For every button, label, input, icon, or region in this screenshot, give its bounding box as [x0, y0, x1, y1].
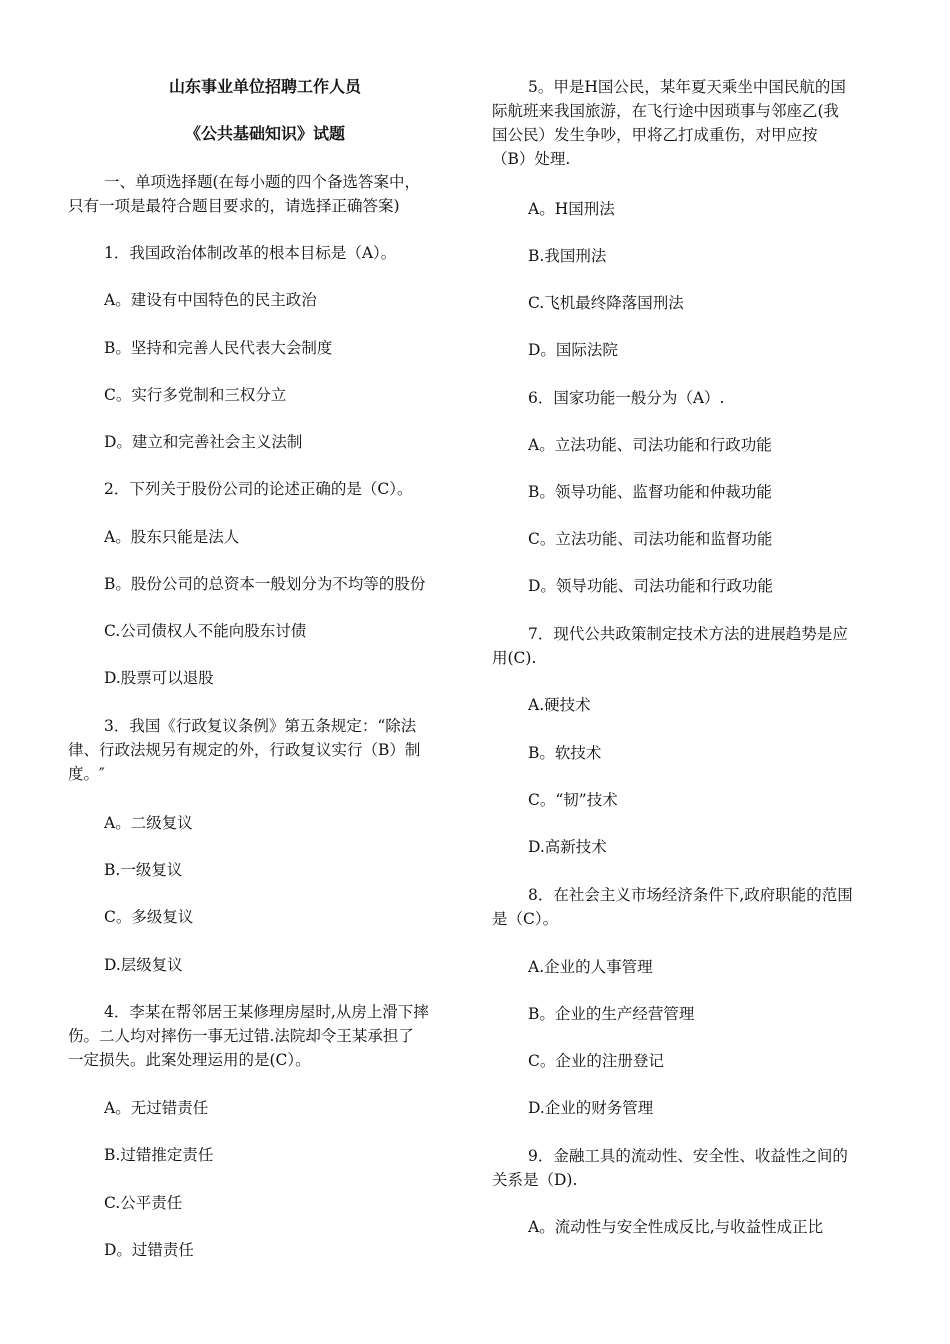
text-line: A。二级复议	[104, 814, 193, 832]
text-line: A。流动性与安全性成反比,与收益性成正比	[528, 1218, 824, 1236]
text-line: D.企业的财务管理	[528, 1099, 654, 1117]
text-line: B。坚持和完善人民代表大会制度	[104, 339, 333, 357]
text-line: D。过错责任	[104, 1241, 194, 1259]
text-line: 6．国家功能一般分为（A）.	[528, 389, 725, 407]
text-line: B.过错推定责任	[104, 1146, 214, 1164]
document-subtitle: 《公共基础知识》试题	[184, 124, 345, 143]
text-line: D.股票可以退股	[104, 669, 214, 687]
text-line: 一、单项选择题(在每小题的四个备选答案中，	[104, 173, 421, 191]
text-line: 只有一项是最符合题目要求的，请选择正确答案)	[68, 197, 400, 215]
text-line: A.企业的人事管理	[528, 958, 653, 976]
text-line: B。企业的生产经营管理	[528, 1005, 695, 1023]
text-line: 用(C).	[492, 649, 537, 667]
text-line: A.硬技术	[528, 696, 591, 714]
text-line: A。立法功能、司法功能和行政功能	[528, 436, 772, 454]
text-line: B.一级复议	[104, 861, 183, 879]
text-line: B。软技术	[528, 744, 602, 762]
text-line: D。建立和完善社会主义法制	[104, 433, 303, 451]
text-line: 2．下列关于股份公司的论述正确的是（C）。	[104, 480, 413, 498]
text-line: 律、行政法规另有规定的外，行政复议实行（B）制	[68, 741, 421, 759]
text-line: A。股东只能是法人	[104, 528, 240, 546]
text-line: A。H国刑法	[528, 200, 615, 218]
text-line: B。领导功能、监督功能和仲裁功能	[528, 483, 772, 501]
text-line: C。多级复议	[104, 908, 194, 926]
text-line: C.公平责任	[104, 1194, 183, 1212]
text-line: 9．金融工具的流动性、安全性、收益性之间的	[528, 1147, 848, 1165]
text-line: 8．在社会主义市场经济条件下,政府职能的范围	[528, 886, 853, 904]
text-line: 7．现代公共政策制定技术方法的进展趋势是应	[528, 625, 848, 643]
text-line: （B）处理.	[492, 150, 571, 168]
text-line: A。无过错责任	[104, 1099, 209, 1117]
text-line: D。领导功能、司法功能和行政功能	[528, 577, 773, 595]
text-line: C.公司债权人不能向股东讨债	[104, 622, 307, 640]
text-line: 5。甲是H国公民，某年夏天乘坐中国民航的国	[528, 78, 846, 96]
text-line: A。建设有中国特色的民主政治	[104, 291, 317, 309]
text-line: 关系是（D).	[492, 1171, 578, 1189]
text-line: C。实行多党制和三权分立	[104, 386, 287, 404]
text-line: D.层级复议	[104, 956, 183, 974]
text-line: C。企业的注册登记	[528, 1052, 664, 1070]
text-line: D.高新技术	[528, 838, 607, 856]
text-line: D。国际法院	[528, 341, 618, 359]
text-line: C.飞机最终降落国刑法	[528, 294, 684, 312]
text-line: B。股份公司的总资本一般划分为不均等的股份	[104, 575, 426, 593]
text-line: 是（C）。	[492, 910, 559, 928]
text-line: 际航班来我国旅游，在飞行途中因琐事与邻座乙(我	[492, 102, 840, 120]
text-line: 度。″	[68, 765, 105, 783]
text-line: C。立法功能、司法功能和监督功能	[528, 530, 773, 548]
text-line: 3．我国《行政复议条例》第五条规定：“除法	[104, 717, 417, 735]
document-title: 山东事业单位招聘工作人员	[168, 77, 361, 96]
text-line: 国公民）发生争吵，甲将乙打成重伤，对甲应按	[492, 126, 818, 144]
text-line: B.我国刑法	[528, 247, 607, 265]
text-line: 一定损失。此案处理运用的是(C）。	[68, 1051, 311, 1069]
text-line: 伤。二人均对摔伤一事无过错.法院却令王某承担了	[68, 1027, 414, 1045]
text-line: 4．李某在帮邻居王某修理房屋时,从房上滑下摔	[104, 1003, 429, 1021]
text-line: C。“韧”技术	[528, 791, 618, 809]
text-line: 1．我国政治体制改革的根本目标是（A）。	[104, 244, 397, 262]
